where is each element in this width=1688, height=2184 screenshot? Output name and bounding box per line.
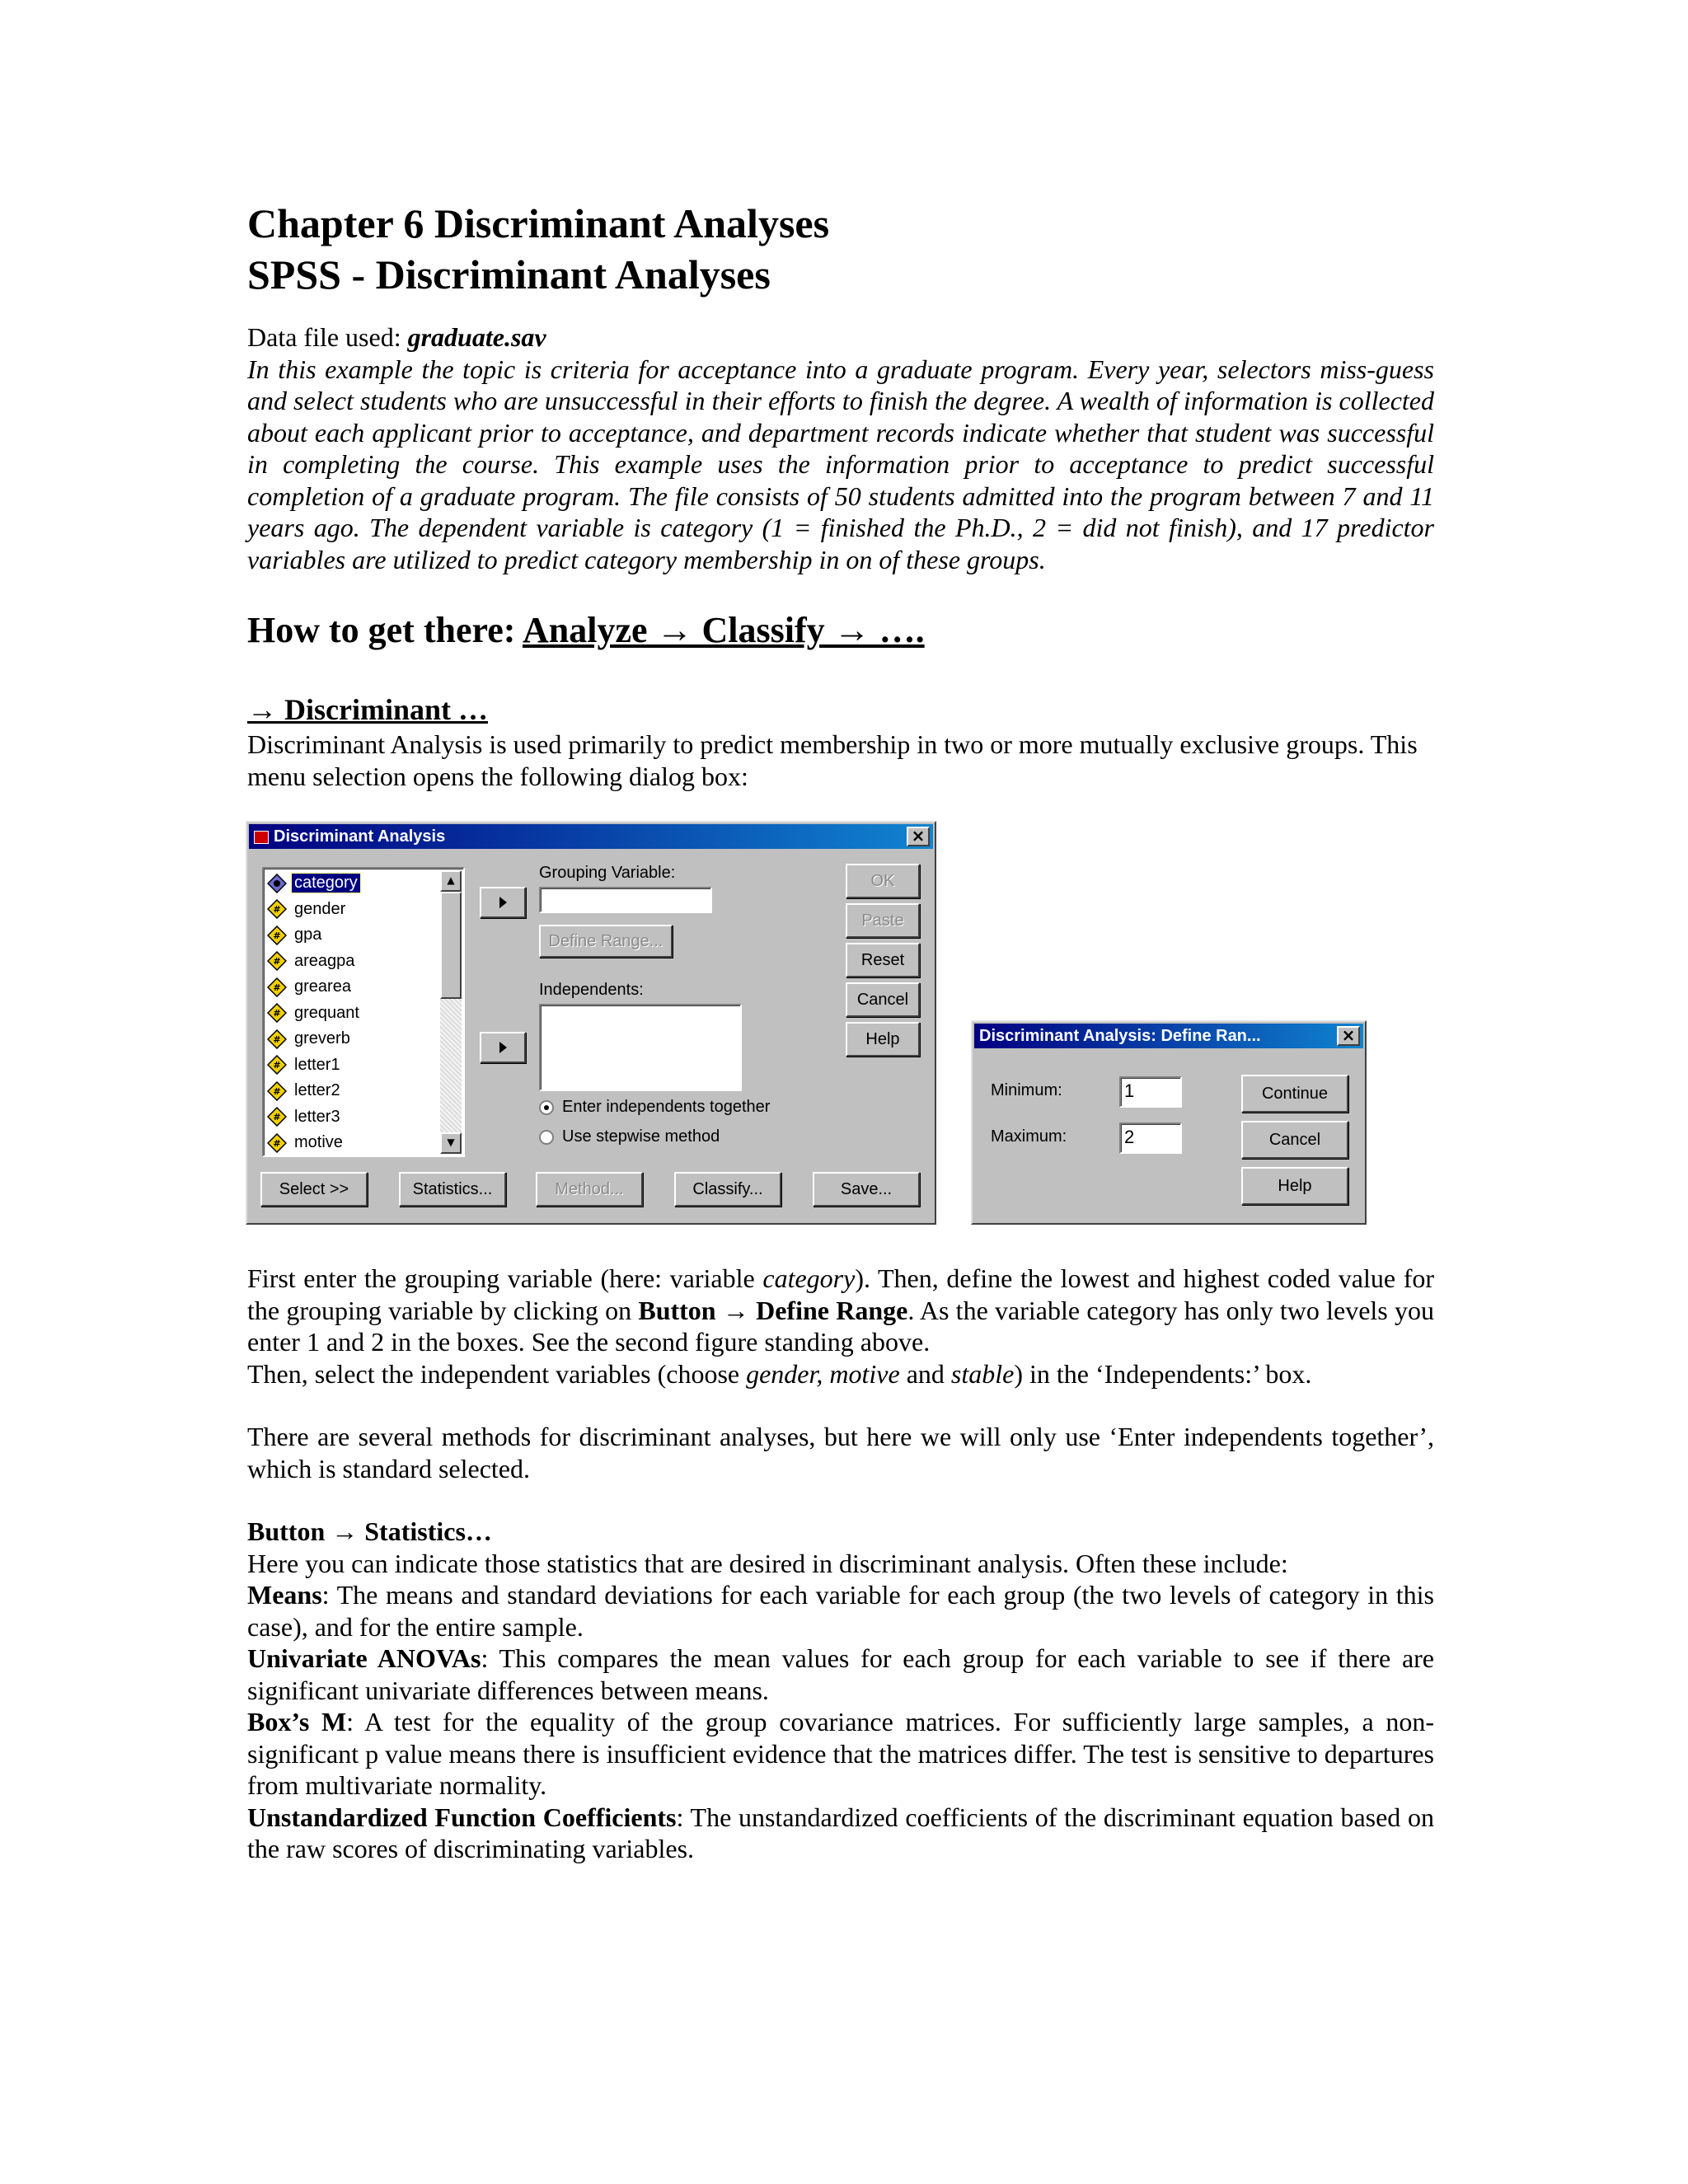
- continue-button[interactable]: Continue: [1241, 1075, 1348, 1113]
- radio-stepwise[interactable]: Use stepwise method: [539, 1127, 720, 1146]
- independents-label: Independents:: [539, 981, 644, 999]
- variable-list[interactable]: [262, 867, 465, 1157]
- save-button[interactable]: Save...: [813, 1172, 920, 1207]
- radio-selected-icon: [539, 1100, 554, 1115]
- independents-list[interactable]: [539, 1004, 742, 1091]
- variable-name: category: [292, 874, 360, 893]
- statistics-description: : The means and standard deviations for each variable for each group (the two levels of category in this case), and for the entire sample.: [247, 1580, 1434, 1642]
- dialog-titlebar: Discriminant Analysis ×: [249, 824, 933, 849]
- variable-item[interactable]: [267, 922, 442, 949]
- svg-text:#: #: [273, 1060, 281, 1071]
- scroll-down-icon[interactable]: ▼: [440, 1132, 462, 1154]
- statistics-list: [247, 1579, 1434, 1865]
- method-button[interactable]: Method...: [536, 1172, 643, 1207]
- methods-paragraph: There are several methods for discriminant analyses, but here we will only use ‘Enter independents together’, which is standard selected.: [247, 1422, 1434, 1483]
- scale-variable-icon: [267, 1029, 287, 1049]
- svg-text:#: #: [273, 1137, 281, 1149]
- discriminant-heading: → Discriminant …: [247, 693, 488, 726]
- variable-name: gender: [294, 899, 346, 918]
- help-button[interactable]: Help: [846, 1022, 920, 1057]
- variable-name: gpa: [294, 926, 322, 944]
- scale-variable-icon: [267, 977, 287, 997]
- variable-name: letter1: [294, 1055, 340, 1074]
- statistics-item: [247, 1706, 1434, 1802]
- chapter-title: Chapter 6 Discriminant Analyses: [247, 200, 830, 246]
- statistics-term: Univariate ANOVAs: [247, 1643, 481, 1673]
- maximum-input[interactable]: 2: [1119, 1122, 1182, 1154]
- close-icon[interactable]: ×: [1337, 1026, 1360, 1046]
- section-title: SPSS - Discriminant Analyses: [247, 251, 771, 298]
- data-file-name: graduate.sav: [407, 322, 546, 352]
- lower-text: [247, 1263, 1434, 1865]
- define-range-button[interactable]: Define Range...: [539, 925, 673, 958]
- scale-variable-icon: [267, 899, 287, 919]
- svg-text:#: #: [273, 1112, 281, 1123]
- variable-item[interactable]: [267, 974, 442, 1001]
- variable-item[interactable]: [267, 897, 442, 923]
- scale-variable-icon: [267, 1003, 287, 1023]
- svg-text:#: #: [273, 1008, 281, 1019]
- paste-button[interactable]: Paste: [846, 903, 920, 938]
- radio-unselected-icon: [539, 1130, 554, 1145]
- arrow-right-icon: [499, 1042, 507, 1053]
- menu-path: Analyze → Classify → ….: [522, 610, 925, 650]
- variable-items: [267, 870, 442, 1156]
- statistics-description: : A test for the equality of the group covariance matrices. For sufficiently large samples, a non-significant p value means there is insufficient evidence that the matrices differ. The test is sensitive to departures from multivariate normality.: [247, 1707, 1435, 1800]
- statistics-item: [247, 1579, 1434, 1643]
- variable-item[interactable]: [267, 1078, 442, 1104]
- data-file-paragraph: Data file used: graduate.sav In this example the topic is criteria for acceptance into a graduate program. Every year, selectors miss-guess and select students who are unsuccessful in their efforts to finish the degree. A wealth of information is collected about each applicant prior to acceptance, and department records indicate whether that student was successful in completing the course. This example uses the information prior to acceptance to predict successful completion of a graduate program. The file consists of 50 students admitted into the program between 7 and 11 years ago. The dependent variable is category (1 = finished the Ph.D., 2 = did not finish), and 17 predictor variables are utilized to predict category membership in on of these groups.: [247, 322, 1434, 574]
- scale-variable-icon: [267, 926, 287, 945]
- how-to-heading: How to get there: Analyze → Classify → ….: [247, 610, 925, 650]
- scale-variable-icon: [267, 951, 287, 971]
- range-help-button[interactable]: Help: [1241, 1167, 1348, 1205]
- ok-button[interactable]: OK: [846, 864, 920, 898]
- scale-variable-icon: [267, 1055, 287, 1075]
- variable-item[interactable]: [267, 1104, 442, 1131]
- reset-button[interactable]: Reset: [846, 943, 920, 977]
- grouping-paragraph: First enter the grouping variable (here: variable category). Then, define the lowest and highest coded value for the grouping variable by clicking on Button → Define Range. As the variable category has only two levels you enter 1 and 2 in the boxes. See the second figure standing above.: [247, 1263, 1435, 1357]
- close-icon[interactable]: ×: [907, 827, 930, 846]
- minimum-label: Minimum:: [991, 1081, 1062, 1099]
- move-to-independents-button[interactable]: [480, 1032, 526, 1063]
- radio-enter-together[interactable]: Enter independents together: [539, 1098, 770, 1117]
- discriminant-description: Discriminant Analysis is used primarily to predict membership in two or more mutually exclusive groups. This menu selection opens the following dialog box:: [247, 729, 1418, 791]
- variable-item[interactable]: [267, 1001, 442, 1027]
- nominal-variable-icon: [267, 874, 287, 893]
- svg-text:#: #: [273, 904, 281, 916]
- statistics-intro: Here you can indicate those statistics that are desired in discriminant analysis. Often these include:: [247, 1548, 1288, 1578]
- move-to-grouping-button[interactable]: [480, 887, 526, 918]
- scroll-thumb[interactable]: [440, 892, 462, 999]
- minimum-input[interactable]: 1: [1119, 1076, 1182, 1108]
- statistics-term: Means: [247, 1580, 322, 1610]
- discriminant-analysis-dialog: [246, 821, 936, 1225]
- scale-variable-icon: [267, 1107, 287, 1127]
- statistics-item: [247, 1802, 1434, 1865]
- variable-item[interactable]: [267, 1130, 442, 1156]
- variable-name: grearea: [294, 977, 351, 996]
- variable-name: areagpa: [294, 951, 355, 970]
- variable-name: grequant: [294, 1003, 359, 1022]
- statistics-description: : The unstandardized coefficients of the discriminant equation based on the raw scores of discriminating variables.: [247, 1802, 1435, 1863]
- svg-text:#: #: [273, 982, 281, 993]
- variable-name: greverb: [294, 1029, 350, 1048]
- define-range-dialog: [971, 1020, 1367, 1225]
- define-range-titlebar: Discriminant Analysis: Define Ran... ×: [974, 1024, 1363, 1048]
- scale-variable-icon: [267, 1081, 287, 1101]
- svg-text:#: #: [273, 1033, 281, 1045]
- cancel-button[interactable]: Cancel: [846, 982, 920, 1017]
- variable-list-scrollbar[interactable]: [440, 870, 462, 1154]
- variable-item[interactable]: [267, 949, 442, 975]
- variable-name: motive: [294, 1133, 343, 1152]
- arrow-right-icon: [499, 897, 507, 908]
- scroll-up-icon[interactable]: ▲: [440, 870, 462, 892]
- variable-item[interactable]: [267, 870, 442, 897]
- variable-name: letter3: [294, 1107, 340, 1126]
- maximum-label: Maximum:: [991, 1127, 1067, 1146]
- variable-item[interactable]: [267, 1052, 442, 1079]
- statistics-description: : This compares the mean values for each group for each variable to see if there are significant univariate differences between means.: [247, 1643, 1434, 1705]
- grouping-variable-label: Grouping Variable:: [539, 864, 676, 882]
- svg-text:#: #: [273, 956, 281, 968]
- statistics-term: Unstandardized Function Coefficients: [247, 1802, 677, 1832]
- statistics-item: [247, 1643, 1434, 1706]
- classify-button[interactable]: Classify...: [674, 1172, 781, 1207]
- grouping-variable-field[interactable]: [539, 887, 712, 913]
- variable-item[interactable]: [267, 1026, 442, 1052]
- statistics-heading: Button → Statistics…: [247, 1516, 492, 1546]
- statistics-button[interactable]: Statistics...: [399, 1172, 506, 1207]
- spss-app-icon: [254, 831, 269, 844]
- intro-paragraph: In this example the topic is criteria for acceptance into a graduate program. Every year, selectors miss-guess and select students who are unsuccessful in their efforts to finish the degree. A wealth of information is collected about each applicant prior to acceptance, and department records indicate whether that student was successful in completing the course. This example uses the information prior to acceptance to predict successful completion of a graduate program. The file consists of 50 students admitted into the program between 7 and 11 years ago. The dependent variable is category (1 = finished the Ph.D., 2 = did not finish), and 17 predictor variables are utilized to predict category membership in on of these groups.: [247, 354, 1434, 574]
- range-cancel-button[interactable]: Cancel: [1241, 1121, 1348, 1159]
- document-page: [247, 198, 1434, 791]
- statistics-term: Box’s M: [247, 1707, 347, 1736]
- independents-paragraph: Then, select the independent variables (choose gender, motive and stable) in the ‘Independents:’ box.: [247, 1358, 1312, 1389]
- variable-name: letter2: [294, 1081, 340, 1100]
- scale-variable-icon: [267, 1133, 287, 1153]
- select-button[interactable]: Select >>: [260, 1172, 368, 1207]
- svg-text:#: #: [273, 930, 281, 941]
- svg-text:#: #: [273, 1085, 281, 1097]
